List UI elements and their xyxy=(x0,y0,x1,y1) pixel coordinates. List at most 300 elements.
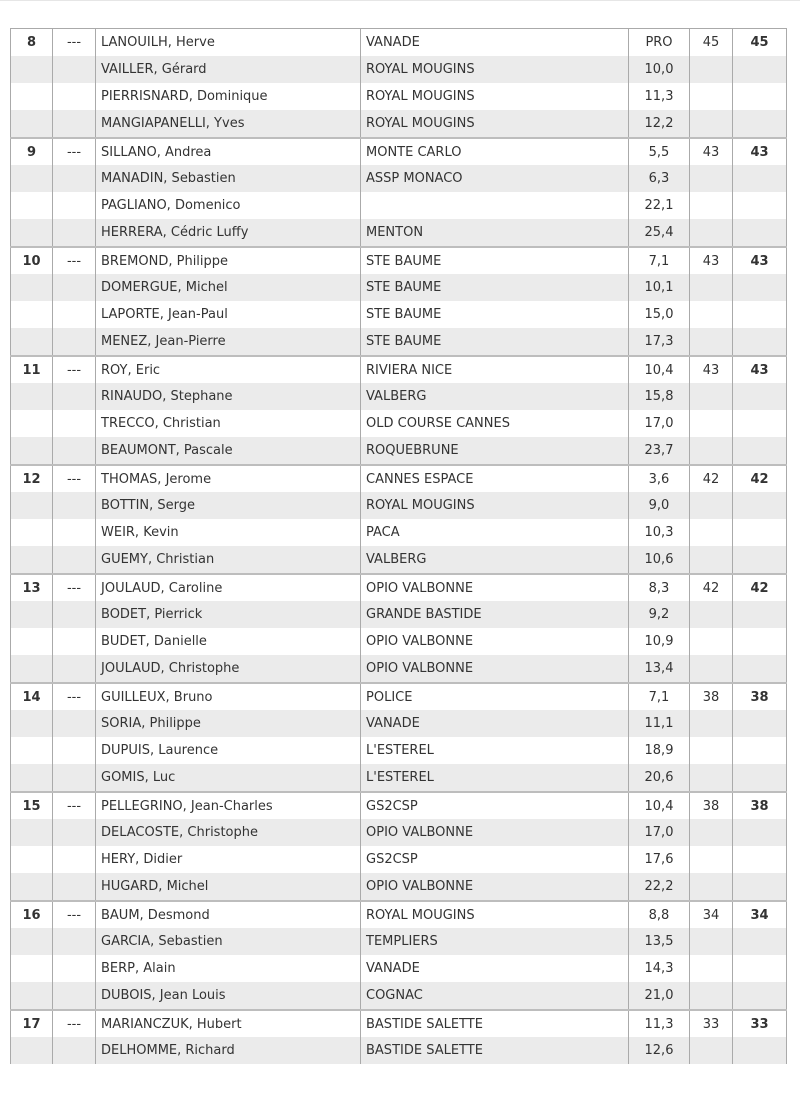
club-name xyxy=(361,192,629,219)
player-name: HERRERA, Cédric Luffy xyxy=(96,219,361,247)
player-name: PAGLIANO, Domenico xyxy=(96,192,361,219)
total-cell xyxy=(733,110,787,138)
player-name: GUEMY, Christian xyxy=(96,546,361,574)
score-cell xyxy=(690,1037,733,1064)
handicap-cell: 22,2 xyxy=(629,873,690,901)
table-row xyxy=(11,982,787,1010)
score-cell xyxy=(690,846,733,873)
handicap-cell: 20,6 xyxy=(629,764,690,792)
score-cell xyxy=(690,819,733,846)
total-cell xyxy=(733,955,787,982)
total-cell xyxy=(733,982,787,1010)
rank-cell xyxy=(11,873,53,901)
player-name: BUDET, Danielle xyxy=(96,628,361,655)
handicap-cell: 3,6 xyxy=(629,465,690,492)
club-name: GRANDE BASTIDE xyxy=(361,601,629,628)
table-row xyxy=(11,247,787,274)
table-row xyxy=(11,83,787,110)
total-cell xyxy=(733,1037,787,1064)
table-row xyxy=(11,928,787,955)
club-name: ROYAL MOUGINS xyxy=(361,901,629,928)
position-cell xyxy=(53,492,96,519)
handicap-cell: 6,3 xyxy=(629,165,690,192)
position-cell xyxy=(53,737,96,764)
player-name: ROY, Eric xyxy=(96,356,361,383)
total-cell xyxy=(733,710,787,737)
total-cell xyxy=(733,655,787,683)
score-cell xyxy=(690,328,733,356)
total-cell: 34 xyxy=(733,901,787,928)
position-cell xyxy=(53,219,96,247)
score-cell xyxy=(690,437,733,465)
position-cell xyxy=(53,819,96,846)
club-name: VANADE xyxy=(361,29,629,57)
rank-cell xyxy=(11,274,53,301)
position-cell xyxy=(53,301,96,328)
rank-cell xyxy=(11,437,53,465)
player-name: DOMERGUE, Michel xyxy=(96,274,361,301)
table-row xyxy=(11,546,787,574)
score-cell: 43 xyxy=(690,356,733,383)
total-cell: 43 xyxy=(733,356,787,383)
table-row xyxy=(11,437,787,465)
table-row xyxy=(11,328,787,356)
handicap-cell: 13,4 xyxy=(629,655,690,683)
score-cell xyxy=(690,546,733,574)
rank-cell xyxy=(11,846,53,873)
player-name: BEAUMONT, Pascale xyxy=(96,437,361,465)
table-row xyxy=(11,274,787,301)
total-cell: 33 xyxy=(733,1010,787,1037)
handicap-cell: 10,3 xyxy=(629,519,690,546)
score-cell xyxy=(690,982,733,1010)
player-name: GUILLEUX, Bruno xyxy=(96,683,361,710)
rank-cell: 11 xyxy=(11,356,53,383)
score-cell: 42 xyxy=(690,574,733,601)
position-cell: --- xyxy=(53,1010,96,1037)
club-name: ROYAL MOUGINS xyxy=(361,492,629,519)
total-cell xyxy=(733,165,787,192)
score-cell xyxy=(690,83,733,110)
player-name: GARCIA, Sebastien xyxy=(96,928,361,955)
score-cell: 43 xyxy=(690,138,733,165)
score-cell xyxy=(690,710,733,737)
handicap-cell: 10,4 xyxy=(629,792,690,819)
rank-cell xyxy=(11,165,53,192)
handicap-cell: 17,0 xyxy=(629,410,690,437)
position-cell xyxy=(53,519,96,546)
handicap-cell: 17,6 xyxy=(629,846,690,873)
table-row xyxy=(11,56,787,83)
position-cell xyxy=(53,764,96,792)
position-cell: --- xyxy=(53,683,96,710)
table-row xyxy=(11,410,787,437)
table-row xyxy=(11,219,787,247)
club-name: VALBERG xyxy=(361,383,629,410)
club-name: OPIO VALBONNE xyxy=(361,655,629,683)
score-cell xyxy=(690,56,733,83)
rank-cell xyxy=(11,301,53,328)
table-row xyxy=(11,1010,787,1037)
rank-cell xyxy=(11,56,53,83)
rank-cell xyxy=(11,628,53,655)
rank-cell xyxy=(11,710,53,737)
total-cell xyxy=(733,301,787,328)
handicap-cell: 10,4 xyxy=(629,356,690,383)
results-table xyxy=(10,28,787,1064)
player-name: MENEZ, Jean-Pierre xyxy=(96,328,361,356)
position-cell xyxy=(53,546,96,574)
total-cell xyxy=(733,492,787,519)
total-cell xyxy=(733,628,787,655)
position-cell: --- xyxy=(53,901,96,928)
score-cell xyxy=(690,928,733,955)
score-cell xyxy=(690,383,733,410)
club-name: ROYAL MOUGINS xyxy=(361,56,629,83)
table-row xyxy=(11,138,787,165)
position-cell: --- xyxy=(53,29,96,57)
rank-cell: 15 xyxy=(11,792,53,819)
table-row xyxy=(11,29,787,57)
player-name: TRECCO, Christian xyxy=(96,410,361,437)
club-name: OPIO VALBONNE xyxy=(361,574,629,601)
handicap-cell: 18,9 xyxy=(629,737,690,764)
position-cell: --- xyxy=(53,138,96,165)
club-name: ASSP MONACO xyxy=(361,165,629,192)
rank-cell: 17 xyxy=(11,1010,53,1037)
player-name: RINAUDO, Stephane xyxy=(96,383,361,410)
player-name: BREMOND, Philippe xyxy=(96,247,361,274)
rank-cell xyxy=(11,601,53,628)
rank-cell xyxy=(11,83,53,110)
position-cell xyxy=(53,655,96,683)
club-name: OPIO VALBONNE xyxy=(361,819,629,846)
club-name: ROYAL MOUGINS xyxy=(361,83,629,110)
score-cell: 34 xyxy=(690,901,733,928)
player-name: HERY, Didier xyxy=(96,846,361,873)
handicap-cell: 15,0 xyxy=(629,301,690,328)
handicap-cell: 23,7 xyxy=(629,437,690,465)
player-name: WEIR, Kevin xyxy=(96,519,361,546)
club-name: VALBERG xyxy=(361,546,629,574)
club-name: RIVIERA NICE xyxy=(361,356,629,383)
rank-cell xyxy=(11,655,53,683)
score-cell xyxy=(690,655,733,683)
handicap-cell: 14,3 xyxy=(629,955,690,982)
player-name: THOMAS, Jerome xyxy=(96,465,361,492)
handicap-cell: 8,8 xyxy=(629,901,690,928)
table-row xyxy=(11,601,787,628)
handicap-cell: 11,3 xyxy=(629,1010,690,1037)
total-cell xyxy=(733,737,787,764)
table-row xyxy=(11,628,787,655)
handicap-cell: 5,5 xyxy=(629,138,690,165)
position-cell xyxy=(53,410,96,437)
rank-cell: 12 xyxy=(11,465,53,492)
rank-cell: 9 xyxy=(11,138,53,165)
table-row xyxy=(11,492,787,519)
player-name: DUBOIS, Jean Louis xyxy=(96,982,361,1010)
score-cell: 43 xyxy=(690,247,733,274)
position-cell xyxy=(53,628,96,655)
rank-cell xyxy=(11,410,53,437)
score-cell xyxy=(690,110,733,138)
total-cell xyxy=(733,546,787,574)
position-cell xyxy=(53,710,96,737)
club-name: STE BAUME xyxy=(361,301,629,328)
rank-cell xyxy=(11,192,53,219)
rank-cell: 16 xyxy=(11,901,53,928)
club-name: GS2CSP xyxy=(361,846,629,873)
player-name: MANGIAPANELLI, Yves xyxy=(96,110,361,138)
position-cell xyxy=(53,110,96,138)
handicap-cell: 11,1 xyxy=(629,710,690,737)
total-cell: 43 xyxy=(733,138,787,165)
player-name: DUPUIS, Laurence xyxy=(96,737,361,764)
table-row xyxy=(11,873,787,901)
score-cell xyxy=(690,628,733,655)
total-cell xyxy=(733,83,787,110)
position-cell xyxy=(53,192,96,219)
table-row xyxy=(11,655,787,683)
total-cell: 42 xyxy=(733,574,787,601)
player-name: JOULAUD, Christophe xyxy=(96,655,361,683)
rank-cell: 13 xyxy=(11,574,53,601)
table-row xyxy=(11,683,787,710)
total-cell xyxy=(733,873,787,901)
club-name: BASTIDE SALETTE xyxy=(361,1037,629,1064)
position-cell: --- xyxy=(53,247,96,274)
rank-cell: 8 xyxy=(11,29,53,57)
player-name: BODET, Pierrick xyxy=(96,601,361,628)
player-name: VAILLER, Gérard xyxy=(96,56,361,83)
player-name: BOTTIN, Serge xyxy=(96,492,361,519)
handicap-cell: 17,0 xyxy=(629,819,690,846)
player-name: HUGARD, Michel xyxy=(96,873,361,901)
club-name: STE BAUME xyxy=(361,328,629,356)
club-name: OPIO VALBONNE xyxy=(361,873,629,901)
table-row xyxy=(11,356,787,383)
club-name: ROYAL MOUGINS xyxy=(361,110,629,138)
score-cell xyxy=(690,492,733,519)
rank-cell xyxy=(11,982,53,1010)
handicap-cell: 12,2 xyxy=(629,110,690,138)
handicap-cell: 9,2 xyxy=(629,601,690,628)
rank-cell xyxy=(11,519,53,546)
position-cell xyxy=(53,56,96,83)
score-cell xyxy=(690,410,733,437)
rank-cell xyxy=(11,1037,53,1064)
total-cell: 38 xyxy=(733,792,787,819)
position-cell xyxy=(53,437,96,465)
position-cell xyxy=(53,928,96,955)
handicap-cell: 8,3 xyxy=(629,574,690,601)
total-cell xyxy=(733,192,787,219)
handicap-cell: 10,9 xyxy=(629,628,690,655)
score-cell: 45 xyxy=(690,29,733,57)
rank-cell xyxy=(11,219,53,247)
position-cell xyxy=(53,873,96,901)
player-name: PIERRISNARD, Dominique xyxy=(96,83,361,110)
player-name: PELLEGRINO, Jean-Charles xyxy=(96,792,361,819)
player-name: BERP, Alain xyxy=(96,955,361,982)
rank-cell xyxy=(11,955,53,982)
score-cell xyxy=(690,764,733,792)
player-name: LANOUILH, Herve xyxy=(96,29,361,57)
total-cell xyxy=(733,410,787,437)
position-cell xyxy=(53,846,96,873)
score-cell xyxy=(690,301,733,328)
table-row xyxy=(11,519,787,546)
rank-cell xyxy=(11,328,53,356)
score-cell xyxy=(690,274,733,301)
player-name: BAUM, Desmond xyxy=(96,901,361,928)
rank-cell xyxy=(11,819,53,846)
score-cell: 33 xyxy=(690,1010,733,1037)
position-cell xyxy=(53,982,96,1010)
total-cell: 45 xyxy=(733,29,787,57)
club-name: STE BAUME xyxy=(361,274,629,301)
position-cell: --- xyxy=(53,356,96,383)
position-cell xyxy=(53,1037,96,1064)
total-cell xyxy=(733,846,787,873)
table-row xyxy=(11,901,787,928)
handicap-cell: 7,1 xyxy=(629,683,690,710)
handicap-cell: 11,3 xyxy=(629,83,690,110)
handicap-cell: PRO xyxy=(629,29,690,57)
handicap-cell: 10,0 xyxy=(629,56,690,83)
table-row xyxy=(11,1037,787,1064)
position-cell xyxy=(53,165,96,192)
rank-cell xyxy=(11,737,53,764)
handicap-cell: 21,0 xyxy=(629,982,690,1010)
handicap-cell: 10,1 xyxy=(629,274,690,301)
player-name: JOULAUD, Caroline xyxy=(96,574,361,601)
club-name: OLD COURSE CANNES xyxy=(361,410,629,437)
club-name: STE BAUME xyxy=(361,247,629,274)
club-name: MONTE CARLO xyxy=(361,138,629,165)
position-cell xyxy=(53,955,96,982)
total-cell xyxy=(733,819,787,846)
table-row xyxy=(11,165,787,192)
handicap-cell: 15,8 xyxy=(629,383,690,410)
rank-cell xyxy=(11,764,53,792)
table-row xyxy=(11,764,787,792)
table-row xyxy=(11,710,787,737)
position-cell xyxy=(53,83,96,110)
club-name: MENTON xyxy=(361,219,629,247)
total-cell: 43 xyxy=(733,247,787,274)
score-cell xyxy=(690,219,733,247)
club-name: COGNAC xyxy=(361,982,629,1010)
player-name: GOMIS, Luc xyxy=(96,764,361,792)
score-cell xyxy=(690,519,733,546)
handicap-cell: 7,1 xyxy=(629,247,690,274)
rank-cell: 10 xyxy=(11,247,53,274)
total-cell xyxy=(733,601,787,628)
handicap-cell: 9,0 xyxy=(629,492,690,519)
club-name: TEMPLIERS xyxy=(361,928,629,955)
player-name: DELACOSTE, Christophe xyxy=(96,819,361,846)
club-name: L'ESTEREL xyxy=(361,737,629,764)
handicap-cell: 10,6 xyxy=(629,546,690,574)
player-name: SILLANO, Andrea xyxy=(96,138,361,165)
table-row xyxy=(11,465,787,492)
rank-cell xyxy=(11,492,53,519)
rank-cell xyxy=(11,928,53,955)
total-cell: 42 xyxy=(733,465,787,492)
position-cell: --- xyxy=(53,792,96,819)
position-cell: --- xyxy=(53,574,96,601)
club-name: CANNES ESPACE xyxy=(361,465,629,492)
player-name: MANADIN, Sebastien xyxy=(96,165,361,192)
total-cell: 38 xyxy=(733,683,787,710)
total-cell xyxy=(733,328,787,356)
position-cell xyxy=(53,601,96,628)
club-name: OPIO VALBONNE xyxy=(361,628,629,655)
handicap-cell: 13,5 xyxy=(629,928,690,955)
table-row xyxy=(11,301,787,328)
score-cell xyxy=(690,192,733,219)
total-cell xyxy=(733,383,787,410)
table-row xyxy=(11,192,787,219)
club-name: POLICE xyxy=(361,683,629,710)
rank-cell xyxy=(11,110,53,138)
player-name: LAPORTE, Jean-Paul xyxy=(96,301,361,328)
score-cell: 38 xyxy=(690,683,733,710)
table-row xyxy=(11,737,787,764)
score-cell xyxy=(690,165,733,192)
total-cell xyxy=(733,928,787,955)
position-cell xyxy=(53,274,96,301)
score-cell xyxy=(690,873,733,901)
club-name: GS2CSP xyxy=(361,792,629,819)
total-cell xyxy=(733,56,787,83)
table-row xyxy=(11,846,787,873)
player-name: SORIA, Philippe xyxy=(96,710,361,737)
rank-cell xyxy=(11,546,53,574)
player-name: MARIANCZUK, Hubert xyxy=(96,1010,361,1037)
score-cell xyxy=(690,737,733,764)
rank-cell: 14 xyxy=(11,683,53,710)
handicap-cell: 22,1 xyxy=(629,192,690,219)
club-name: VANADE xyxy=(361,955,629,982)
total-cell xyxy=(733,519,787,546)
total-cell xyxy=(733,274,787,301)
club-name: VANADE xyxy=(361,710,629,737)
score-cell xyxy=(690,955,733,982)
table-row xyxy=(11,110,787,138)
table-row xyxy=(11,792,787,819)
club-name: BASTIDE SALETTE xyxy=(361,1010,629,1037)
total-cell xyxy=(733,219,787,247)
handicap-cell: 12,6 xyxy=(629,1037,690,1064)
table-row xyxy=(11,819,787,846)
player-name: DELHOMME, Richard xyxy=(96,1037,361,1064)
rank-cell xyxy=(11,383,53,410)
table-row xyxy=(11,955,787,982)
total-cell xyxy=(733,764,787,792)
handicap-cell: 17,3 xyxy=(629,328,690,356)
total-cell xyxy=(733,437,787,465)
table-row xyxy=(11,574,787,601)
score-cell: 38 xyxy=(690,792,733,819)
position-cell xyxy=(53,383,96,410)
score-cell: 42 xyxy=(690,465,733,492)
score-cell xyxy=(690,601,733,628)
club-name: PACA xyxy=(361,519,629,546)
club-name: ROQUEBRUNE xyxy=(361,437,629,465)
